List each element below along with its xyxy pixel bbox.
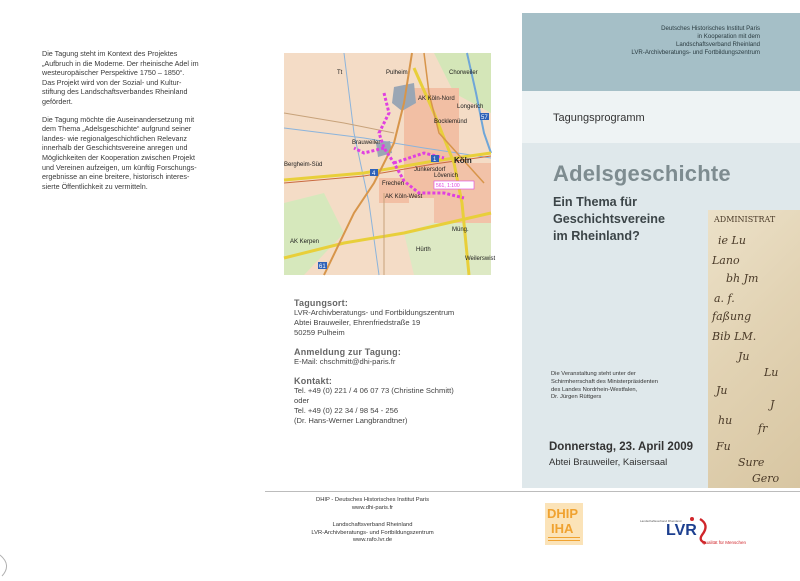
svg-text:bh Jm: bh Jm xyxy=(726,272,759,285)
venue-heading: Tagungsort: xyxy=(294,298,349,308)
manuscript-image xyxy=(708,210,800,488)
svg-text:LVR: LVR xyxy=(666,522,697,539)
venue-line: 50259 Pulheim xyxy=(294,328,345,337)
venue-line: LVR-Archivberatungs- und Fortbildungszentrum xyxy=(294,308,455,317)
svg-text:Pulheim: Pulheim xyxy=(386,70,408,76)
svg-text:Brauweiler: Brauweiler xyxy=(352,140,381,146)
lvr-logo xyxy=(640,513,758,545)
svg-text:AK Köln-West: AK Köln-West xyxy=(385,194,423,200)
svg-text:Ju: Ju xyxy=(738,350,750,363)
svg-text:hu: hu xyxy=(718,414,733,427)
lvr-link[interactable]: www.rafo.lvr.de xyxy=(352,537,393,543)
svg-text:1: 1 xyxy=(433,157,437,163)
registration-heading: Anmeldung zur Tagung: xyxy=(294,347,402,357)
svg-text:Weilerswist: Weilerswist xyxy=(465,256,496,262)
svg-text:Müng.: Müng. xyxy=(452,227,469,233)
patronage-text: Die Veranstaltung steht unter der Schirmherrschaft des Ministerpräsidenten des Landes Nordrhein-Westfalen, Dr. Jürgen Rüttgers xyxy=(551,371,658,401)
svg-text:Lövenich: Lövenich xyxy=(434,173,459,179)
event-title: Adelsgeschichte xyxy=(553,161,731,186)
contact-heading: Kontakt: xyxy=(294,376,333,386)
svg-text:Tt: Tt xyxy=(337,70,343,76)
intro-paragraph: Die Tagung steht im Kontext des Projektes „Aufbruch in die Moderne. Der rheinische Adel im westeuropäischer Perspektive 1750 – 1850“. Das Projekt wird von der Sozial- und Kultur- stiftung des Landschaftsverbandes Rheinland gefördert. xyxy=(42,49,199,106)
svg-text:Fu: Fu xyxy=(716,440,731,453)
svg-text:a. f.: a. f. xyxy=(714,292,735,305)
svg-text:AK Köln-Nord: AK Köln-Nord xyxy=(418,96,455,102)
svg-text:Köln: Köln xyxy=(454,156,472,165)
svg-text:Frechen: Frechen xyxy=(382,181,405,187)
footer-lvr: Landschaftsverband Rheinland LVR-Archivberatungs- und Fortbildungszentrum www.rafo.lvr.de xyxy=(300,522,445,545)
svg-text:Qualität für Menschen: Qualität für Menschen xyxy=(702,540,747,545)
event-subtitle: Ein Thema für Geschichtsvereine im Rheinland? xyxy=(553,195,666,243)
svg-text:Gero: Gero xyxy=(752,472,780,485)
svg-text:561, 1:100: 561, 1:100 xyxy=(436,183,460,189)
svg-text:Bib LM.: Bib LM. xyxy=(712,330,757,343)
aim-paragraph: Die Tagung möchte die Auseinandersetzung mit dem Thema „Adelsgeschichte“ aufgrund seiner landes- wie regionalgeschichtlichen Relevanz innerhalb der Geschichtsvereine anregen und Möglichkeiten der Kooperation zwischen Projekt und Vereinen aufzeigen, um künftig Forschungs- ergebnisse an eine breitere, historisch interes- sierte Öffentlichkeit zu vermitteln. xyxy=(42,114,197,191)
svg-text:AK Kerpen: AK Kerpen xyxy=(290,239,320,245)
footer-dhip: DHIP - Deutsches Historisches Institut Paris www.dhi-paris.fr xyxy=(300,497,445,512)
dhip-logo xyxy=(545,503,583,545)
contact-line: Tel. +49 (0) 22 34 / 98 54 - 256 xyxy=(294,406,399,415)
location-map xyxy=(284,53,496,275)
svg-text:Chorweiler: Chorweiler xyxy=(449,70,478,76)
fold-mark xyxy=(0,555,14,576)
venue-line: Abtei Brauweiler, Ehrenfriedstraße 19 xyxy=(294,318,421,327)
svg-text:faßung: faßung xyxy=(712,310,752,323)
program-label: Tagungsprogramm xyxy=(553,112,645,124)
svg-text:ie Lu: ie Lu xyxy=(718,234,746,247)
svg-text:57: 57 xyxy=(481,115,488,121)
svg-text:DHIP: DHIP xyxy=(547,506,579,521)
svg-text:IHA: IHA xyxy=(551,521,574,536)
footer-divider xyxy=(265,491,800,492)
svg-text:Bocklemünd: Bocklemünd xyxy=(434,119,468,125)
contact-block xyxy=(294,298,504,426)
map-graphic xyxy=(284,53,496,275)
event-date: Donnerstag, 23. April 2009 xyxy=(549,441,694,453)
svg-text:Hürth: Hürth xyxy=(416,247,431,253)
registration-email[interactable]: E-Mail: chschmitt@dhi-paris.fr xyxy=(294,357,396,366)
event-venue: Abtei Brauweiler, Kaisersaal xyxy=(549,457,668,468)
svg-text:Ju: Ju xyxy=(716,384,728,397)
svg-text:Lano: Lano xyxy=(712,254,740,267)
contact-line: (Dr. Hans-Werner Langbrandtner) xyxy=(294,416,408,425)
svg-text:J: J xyxy=(770,398,775,411)
svg-text:Lu: Lu xyxy=(764,366,779,379)
svg-text:ADMINISTRAT: ADMINISTRAT xyxy=(714,215,776,224)
svg-text:Junkersdorf: Junkersdorf xyxy=(414,167,446,173)
svg-text:Landschaftsverband Rheinland: Landschaftsverband Rheinland xyxy=(640,519,682,523)
svg-text:Sure: Sure xyxy=(738,456,765,469)
contact-line: Tel. +49 (0) 221 / 4 06 07 73 (Christine Schmitt) xyxy=(294,386,454,395)
institution-credits: Deutsches Historisches Institut Paris in Kooperation mit dem Landschaftsverband Rheinland LVR-Archivberatungs- und Fortbildungszentrum xyxy=(631,25,760,56)
svg-text:Longerich: Longerich xyxy=(457,104,484,110)
svg-text:Bergheim-Süd: Bergheim-Süd xyxy=(284,162,323,168)
svg-text:4: 4 xyxy=(372,171,376,177)
svg-text:61: 61 xyxy=(319,264,326,270)
dhip-link[interactable]: www.dhi-paris.fr xyxy=(351,504,394,511)
contact-line: oder xyxy=(294,396,310,405)
svg-text:fr: fr xyxy=(758,422,768,435)
project-context-text xyxy=(42,49,247,199)
